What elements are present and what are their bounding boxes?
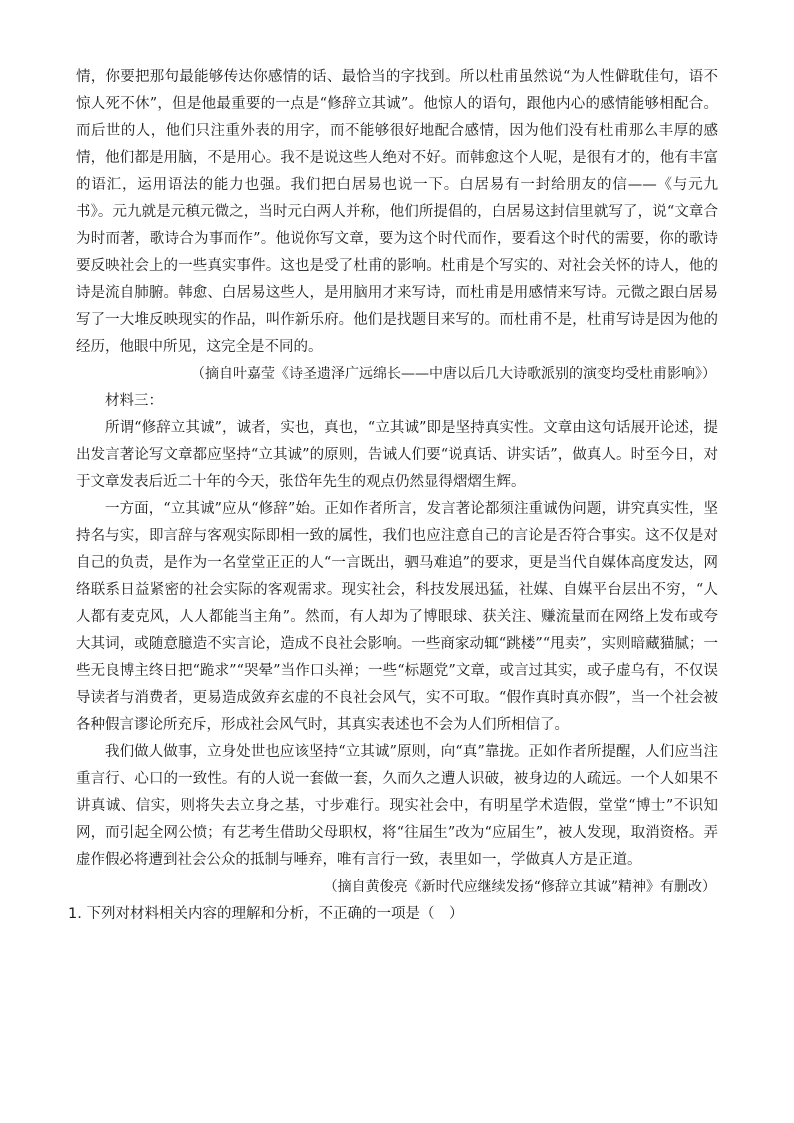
document-page: [68, 64, 718, 928]
material-3-paragraph-3: 我们做人做事，立身处世也应该坚持“立其诚”原则，向“真”靠拢。正如作者所提醒，人们应当注重言行、心口的一致性。有的人说一套做一套，久而久之遭人识破，被身边的人疏远。一个人如果不讲真诚、信实，则将失去立身之基，寸步难行。现实社会中，有明星学术造假，堂堂“博士”不识知网，而引起全网公愤；有艺考生借助父母职权，将“往届生”改为“应届生”，被人发现，取消资格。弄虚作假必将遭到社会公众的抵制与唾弃，唯有言行一致，表里如一，学做真人方是正道。: [76, 744, 718, 868]
source-citation-material-3: （摘自黄俊亮《新时代应继续发扬“修辞立其诚”精神》有删改）: [323, 879, 716, 895]
passage-continued-paragraph: 情，你要把那句最能够传达你感情的话、最恰当的字找到。所以杜甫虽然说“为人性僻耽佳句，语不惊人死不休”，但是他最重要的一点是“修辞立其诚”。他惊人的语句，跟他内心的感情能够相配合。而后世的人，他们只注重外表的用字，而不能够很好地配合感情，因为他们没有杜甫那么丰厚的感情，他们都是用脑，不是用心。我不是说这些人绝对不好。而韩愈这个人呢，是很有才的，他有丰富的语汇，运用语法的能力也强。我们把白居易也说一下。白居易有一封给朋友的信——《与元九书》。元九就是元稹元微之，当时元白两人并称，他们所提倡的，白居易这封信里就写了，说“文章合为时而著，歌诗合为事而作”。他说你写文章，要为这个时代而作，要看这个时代的需要，你的歌诗要反映社会上的一些真实事件。这也是受了杜甫的影响。杜甫是个写实的、对社会关怀的诗人，他的诗是流自肺腑。韩愈、白居易这些人，是用脑用才来写诗，而杜甫是用感情来写诗。元微之跟白居易写了一大堆反映现实的作品，叫作新乐府。他们是找题目来写的。而杜甫不是，杜甫写诗是因为他的经历，他眼中所见，这完全是不同的。: [76, 69, 718, 355]
material-3-label: 材料三：: [105, 393, 163, 409]
material-3-paragraph-2: 一方面，“立其诚”应从“修辞”始。正如作者所言，发言著论都须注重诚伪问题，讲究真实性，坚持名与实，即言辞与客观实际即相一致的属性，我们也应注意自己的言论是否符合事实。这不仅是对自己的负责，是作为一名堂堂正正的人“一言既出，驷马难追”的要求，更是当代自媒体高度发达，网络联系日益紧密的社会实际的客观需求。现实社会，科技发展迅猛，社媒、自媒平台层出不穷，“人人都有麦克风，人人都能当主角”。然而，有人却为了博眼球、获关注、赚流量而在网络上发布或夸大其词，或随意臆造不实言论，造成不良社会影响。一些商家动辄“跳楼”“甩卖”，实则暗藏猫腻；一些无良博主终日把“跪求”“哭晕”当作口头禅；一些“标题党”文章，或言过其实，或子虚乌有，不仅误导读者与消费者，更易造成敛弃玄虚的不良社会风气，实不可取。“假作真时真亦假”，当一个社会被各种假言谬论所充斥，形成社会风气时，其真实表述也不会为人们所相信了。: [76, 501, 718, 733]
question-1-stem: 1. 下列对材料相关内容的理解和分析，不正确的一项是（ ）: [68, 906, 464, 922]
source-citation-material-2: （摘自叶嘉莹《诗圣遗泽广远绵长——中唐以后几大诗歌派别的演变均受杜甫影响》）: [191, 366, 716, 382]
material-3-paragraph-1: 所谓“修辞立其诚”，诚者，实也，真也，“立其诚”即是坚持真实性。文章由这句话展开论述，提出发言著论写文章都应坚持“立其诚”的原则，告诫人们要“说真话、讲实话”，做真人。时至今日，对于文章发表后近二十年的今天，张岱年先生的观点仍然显得熠熠生辉。: [76, 420, 718, 490]
